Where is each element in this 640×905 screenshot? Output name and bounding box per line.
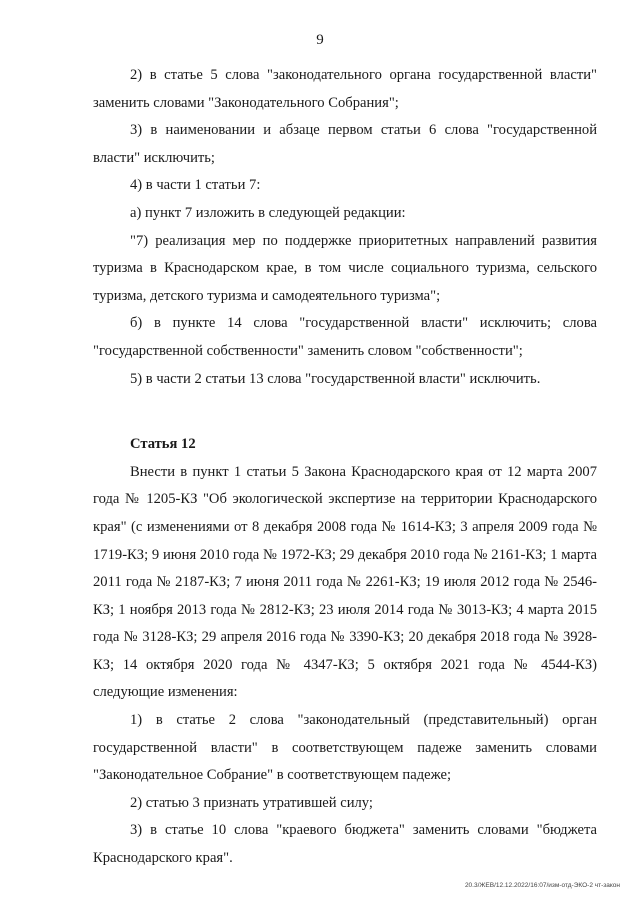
paragraph-item-5: 5) в части 2 статьи 13 слова "государственной власти" исключить. <box>130 370 541 387</box>
paragraph-quote-7: "7) реализация мер по поддержке приоритетных направлений развития туризма в Краснодарском крае, в том числе социального туризма, сельского туризма, детского туризма и самодеятельного туризма"; <box>93 232 597 304</box>
article-intro: Внести в пункт 1 статьи 5 Закона Краснодарского края от 12 марта 2007 года № 1205-КЗ "Об экологической экспертизе на территории Краснодарского края" (с изменениями от 8 декабря 2008 года № 1614-КЗ; 3 апреля 2009 года № 1719-КЗ; 9 июня 2010 года № 1972-КЗ; 29 декабря 2010 года № 2161-КЗ; 1 марта 2011 года № 2187-КЗ; 7 июня 2011 года № 2261-КЗ; 19 июля 2012 года № 2546-КЗ; 1 ноября 2013 года № 2812-КЗ; 23 июля 2014 года № 3013-КЗ; 4 марта 2015 года № 3128-КЗ; 29 апреля 2016 года № 3390-КЗ; 20 декабря 2018 года № 3928-КЗ; 14 октября 2020 года № 4347-КЗ; 5 октября 2021 года № 4544-КЗ) следующие изменения: <box>93 463 597 701</box>
page-number: 9 <box>316 32 324 48</box>
section-gap <box>93 393 597 431</box>
document-footer-code: 20.3/ЖЕВ/12.12.2022/16:07/изм-отд-ЭКО-2 чт-закон <box>464 882 620 889</box>
article-item-3: 3) в статье 10 слова "краевого бюджета" заменить словами "бюджета Краснодарского края". <box>93 822 597 867</box>
article-item-2: 2) статью 3 признать утратившей силу; <box>130 794 373 811</box>
article-heading: Статья 12 <box>130 436 196 453</box>
paragraph-subitem-a: а) пункт 7 изложить в следующей редакции: <box>130 204 406 221</box>
article-item-1: 1) в статье 2 слова "законодательный (представительный) орган государственной власти" в соответствующем падеже заменить словами "Законодательное Собрание" в соответствующем падеже; <box>93 712 597 784</box>
document-body <box>93 62 597 873</box>
paragraph-item-3: 3) в наименовании и абзаце первом статьи 6 слова "государственной власти" исключить; <box>93 122 597 166</box>
paragraph-item-4: 4) в части 1 статьи 7: <box>130 177 261 194</box>
paragraph-subitem-b: б) в пункте 14 слова "государственной власти" исключить; слова "государственной собственности" заменить словом "собственности"; <box>93 315 597 359</box>
paragraph-item-2: 2) в статье 5 слова "законодательного органа государственной власти" заменить словами "Законодательного Собрания"; <box>93 67 597 111</box>
